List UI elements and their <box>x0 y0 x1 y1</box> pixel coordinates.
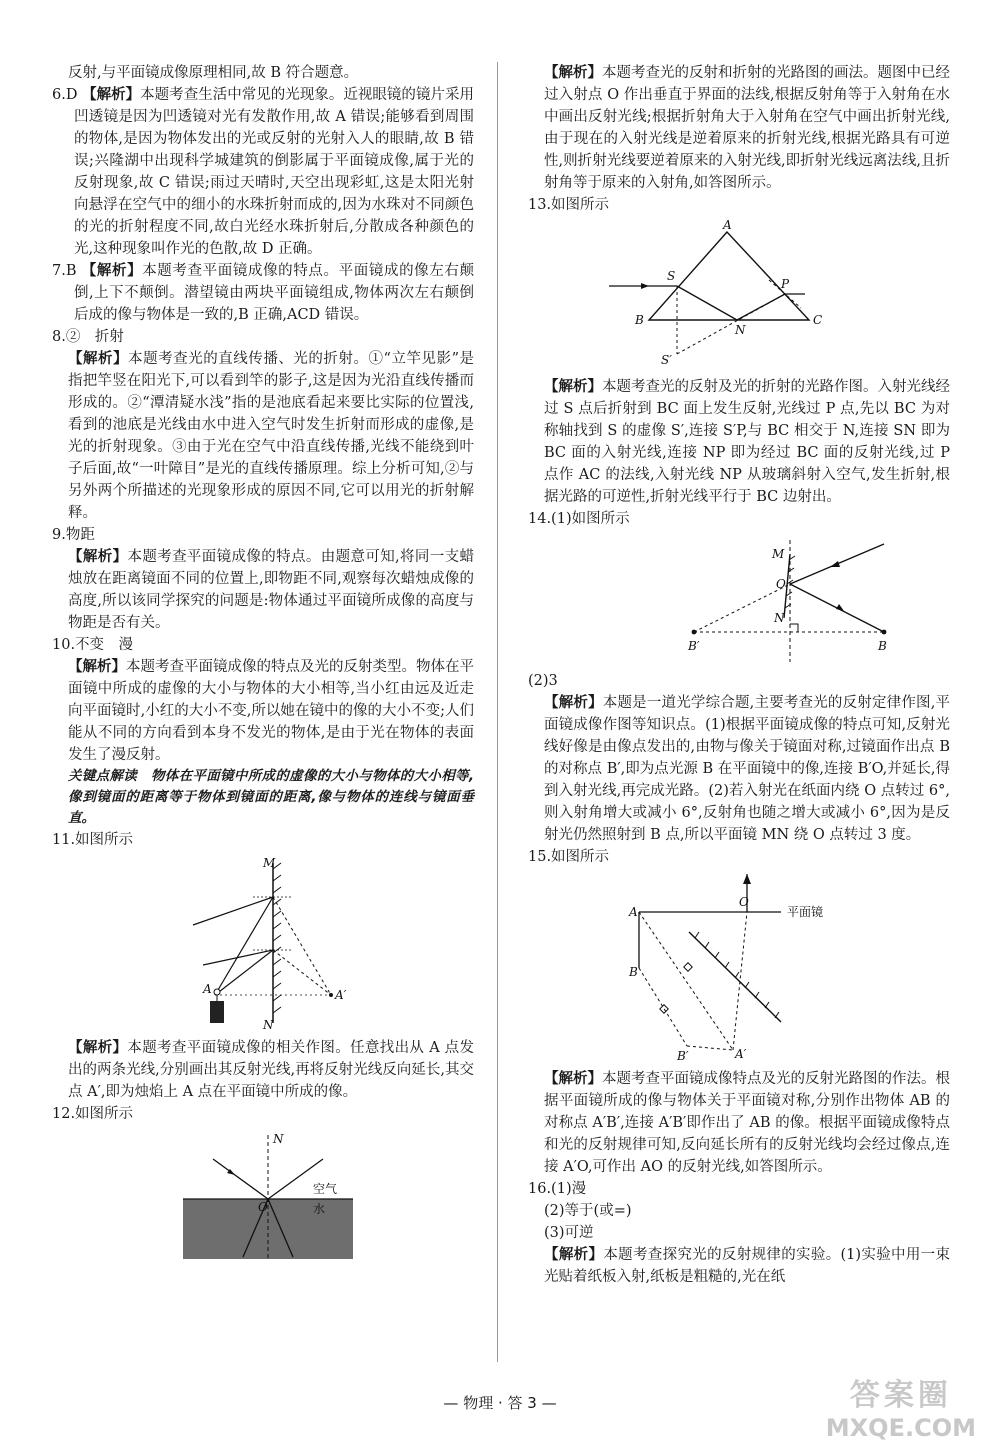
svg-text:O: O <box>776 577 786 591</box>
answer-16-text: 本题考查探究光的反射规律的实验。(1)实验中用一束光贴着纸板入射,纸板是粗糙的,光在纸 <box>544 1247 951 1285</box>
figure-13-prism <box>609 220 869 370</box>
answer-7-text: 本题考查平面镜成像的特点。平面镜成的像左右颠倒,上下不颠倒。潜望镜由两块平面镜组成,物体两次左右颠倒后成的像与物体是一致的,B 正确,ACD 错误。 <box>74 263 475 323</box>
svg-text:B: B <box>629 965 638 979</box>
answer-8-head: 8.② 折射 <box>52 329 124 345</box>
svg-text:S′: S′ <box>661 353 672 367</box>
svg-text:B′: B′ <box>688 639 700 653</box>
figure-12-air-label: 空气 <box>313 1182 338 1196</box>
left-column <box>52 62 474 1265</box>
watermark-logo <box>826 1370 976 1442</box>
analysis-tag: 【解析】 <box>82 87 141 103</box>
page-footer: — 物理 · 答 3 — <box>443 1394 557 1412</box>
answer-16-part2: (2)等于(或=) <box>544 1203 632 1219</box>
analysis-tag: 【解析】 <box>68 351 129 367</box>
answer-11-analysis <box>52 1037 474 1103</box>
svg-text:B: B <box>878 639 887 653</box>
answer-10-analysis <box>52 656 474 766</box>
analysis-tag: 【解析】 <box>544 1071 602 1087</box>
analysis-tag: 【解析】 <box>68 1040 128 1056</box>
svg-text:A′: A′ <box>735 1047 747 1061</box>
answer-8-text: 本题考查光的直线传播、光的折射。①“立竿见影”是指把竿竖在阳光下,可以看到竿的影子,这是因为光沿直线传播而形成的。②“潭清疑水浅”指的是池底看起来要比实际的位置浅,看到的池底是光线由水中进入空气时发生折射而形成的虚像,是光的折射现象。③由于光在空气中沿直线传播,光线不能绕到叶子后面,故“一叶障目”是光的直线传播原理。综上分析可知,②与另外两个所描述的光现象形成的原因不同,它可以用光的折射解释。 <box>68 351 475 521</box>
key-point-tag: 关键点解读 <box>68 768 138 784</box>
analysis-tag: 【解析】 <box>544 65 602 81</box>
watermark-line1: 答案圈 <box>849 1378 952 1413</box>
svg-text:A: A <box>629 905 638 919</box>
answer-10-head: 10.不变 漫 <box>52 637 134 653</box>
svg-text:A: A <box>203 982 212 996</box>
answer-13-analysis <box>528 376 950 508</box>
figure-14-mirror-reflection <box>594 534 887 664</box>
svg-text:M: M <box>263 856 276 870</box>
answer-12-head: 12.如图所示 <box>52 1106 134 1122</box>
answer-16-head: 16.(1)漫 <box>528 1181 587 1197</box>
answer-6-text: 本题考查生活中常见的光现象。近视眼镜的镜片采用凹透镜是因为凹透镜对光有发散作用,故 A 错误;能够看到周围的物体,是因为物体发出的光或反射的光射入人的眼睛,故 B 错误;兴隆湖中出现科学城建筑的倒影属于平面镜成像,属于光的反射现象,故 C 错误;雨过天晴时,天空出现彩虹,这是太阳光射向悬浮在空气中的细小的水珠折射而成的,因为水珠对不同颜色的光的折射程度不同,故白光经水珠折射后,分散成各种颜色的光,这种现象叫作光的色散,故 D 正确。 <box>74 87 474 257</box>
answer-9-text: 本题考查平面镜成像的特点。由题意可知,将同一支蜡烛放在距离镜面不同的位置上,即物距不同,观察每次蜡烛成像的高度,所以该同学探究的问题是:物体通过平面镜所成像的高度与物距是否有关。 <box>68 549 475 631</box>
svg-text:A′: A′ <box>335 988 347 1002</box>
answer-6 <box>52 84 474 260</box>
answer-14-text: 本题是一道光学综合题,主要考查光的反射定律作图,平面镜成像作图等知识点。(1)根据平面镜成像的特点可知,反射光线好像是由像点发出的,由物与像关于镜面对称,过镜面作出点 B 的对称点 B′,即为点光源 B 在平面镜中的像,连接 B′O,并延长,得到入射光线,再完成光路。(2)若入射光在纸面内绕 O 点转过 6°,则入射角增大或减小 6°,反射角也随之增大或减小 6°,因为是反射光仍然照射到 B 点,所以平面镜 MN 绕 O 点转过 3 度。 <box>544 695 951 843</box>
svg-text:B: B <box>635 313 644 327</box>
answer-7 <box>52 260 474 326</box>
answer-14-part2: (2)3 <box>528 673 558 689</box>
answer-15-analysis <box>528 1068 950 1178</box>
analysis-tag: 【解析】 <box>544 1247 604 1263</box>
answer-14-head: 14.(1)如图所示 <box>528 511 630 527</box>
answer-6-head: 6.D <box>52 87 78 103</box>
analysis-tag: 【解析】 <box>544 695 603 711</box>
watermark-line2: MXQE.COM <box>825 1414 976 1442</box>
answer-16-part3: (3)可逆 <box>544 1225 594 1241</box>
answer-7-head: 7.B <box>52 263 77 279</box>
svg-text:M: M <box>772 547 785 561</box>
answer-13-head: 13.如图所示 <box>528 197 610 213</box>
q5-continuation: 反射,与平面镜成像原理相同,故 B 符合题意。 <box>68 65 359 81</box>
answer-16-analysis <box>528 1244 950 1288</box>
svg-text:B′: B′ <box>677 1049 689 1063</box>
answer-8-analysis <box>52 348 474 524</box>
figure-12-water-label: 水 <box>313 1202 326 1216</box>
answer-12-analysis <box>528 62 950 194</box>
svg-text:O: O <box>739 895 749 909</box>
key-point-note <box>52 766 474 829</box>
key-point-text: 物体在平面镜中所成的虚像的大小与物体的大小相等,像到镜面的距离等于物体到镜面的距离,像与物体的连线与镜面垂直。 <box>68 768 475 826</box>
svg-text:N: N <box>263 1018 274 1032</box>
right-column <box>528 62 950 1288</box>
svg-text:A: A <box>723 218 732 232</box>
analysis-tag: 【解析】 <box>81 263 143 279</box>
figure-12-reflection-refraction <box>163 1129 363 1259</box>
answer-11-text: 本题考查平面镜成像的相关作图。任意找出从 A 点发出的两条光线,分别画出其反射光线,再将反射光线反向延长,其交点 A′,即为烛焰上 A 点在平面镜中所成的像。 <box>68 1040 474 1100</box>
figure-15-plane-mirror <box>629 872 849 1062</box>
answer-12-text: 本题考查光的反射和折射的光路图的画法。题图中已经过入射点 O 作出垂直于界面的法线,根据反射角等于入射角在水中画出反射光线;根据折射角大于入射角在空气中画出折射光线,由于现在的入射光线是逆着原来的折射光线,根据光路具有可逆性,则折射光线要逆着原来的入射光线,即折射光线远离法线,且折射角等于原来的入射角,如答图所示。 <box>544 65 950 191</box>
answer-9-head: 9.物距 <box>52 527 95 543</box>
analysis-tag: 【解析】 <box>68 659 126 675</box>
svg-text:C: C <box>813 313 823 327</box>
svg-text:S: S <box>667 269 676 283</box>
svg-text:P: P <box>781 277 790 291</box>
answer-9-analysis <box>52 546 474 634</box>
analysis-tag: 【解析】 <box>68 549 128 565</box>
figure-15-mirror-label: 平面镜 <box>787 905 824 919</box>
analysis-tag: 【解析】 <box>544 379 602 395</box>
svg-text:O: O <box>258 1200 268 1214</box>
svg-text:N: N <box>774 611 785 625</box>
svg-text:N: N <box>273 1132 284 1146</box>
answer-14-analysis <box>528 692 950 846</box>
answer-15-text: 本题考查平面镜成像特点及光的反射光路图的作法。根据平面镜所成的像与物体关于平面镜对称,分别作出物体 AB 的对称点 A′B′,连接 A′B′即作出了 AB 的像。根据平面镜成像特点和光的反射规律可知,反向延长所有的反射光线均会经过像点,连接 A′O,可作出 AO 的反射光线,如答图所示。 <box>544 1071 950 1175</box>
answer-11-head: 11.如图所示 <box>52 832 134 848</box>
answer-13-text: 本题考查光的反射及光的折射的光路作图。入射光线经过 S 点后折射到 BC 面上发生反射,光线过 P 点,先以 BC 为对称轴找到 S 的虚像 S′,连接 S′P,与 BC 相交于 N,连接 SN 即为 BC 面的入射光线,连接 NP 即为经过 BC 面的反射光线,过 P 点作 AC 的法线,入射光线 NP 从玻璃斜射入空气,发生折射,根据光路的可逆性,折射光线平行于 BC 边射出。 <box>544 379 950 505</box>
column-divider <box>497 62 498 1362</box>
answer-10-text: 本题考查平面镜成像的特点及光的反射类型。物体在平面镜中所成的虚像的大小与物体的大小相等,当小红由远及近走向平面镜时,小红的大小不变,所以她在镜中的像的大小不变;人们能从不同的方向看到本身不发光的物体,是由于光在物体的表面发生了漫反射。 <box>68 659 474 763</box>
figure-11-mirror-candle <box>163 855 363 1031</box>
answer-15-head: 15.如图所示 <box>528 849 610 865</box>
svg-text:N: N <box>735 323 746 337</box>
